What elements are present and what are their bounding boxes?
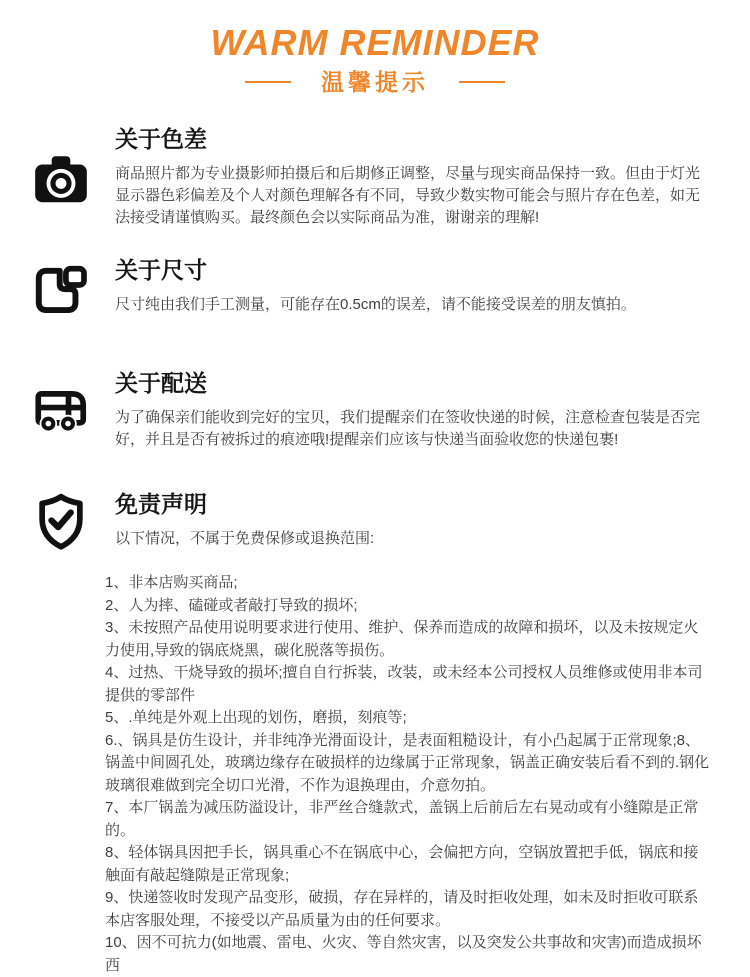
disclaimer-list <box>105 572 710 977</box>
section-delivery <box>0 370 750 451</box>
section-heading: 关于色差 <box>115 126 710 152</box>
disclaimer-item: 1、非本店购买商品; <box>105 572 710 595</box>
section-heading: 关于尺寸 <box>115 257 710 283</box>
section-body: 尺寸纯由我们手工测量，可能存在0.5cm的误差，请不能接受误差的朋友慎拍。 <box>115 294 710 316</box>
right-dash-divider <box>459 81 505 83</box>
disclaimer-item: 4、过热、干烧导致的损坏;擅自自行拆装，改装，或未经本公司授权人员维修或使用非本司提供的零部件 <box>105 662 710 707</box>
disclaimer-item: 5、.单纯是外观上出现的划伤，磨损，刻痕等; <box>105 707 710 730</box>
disclaimer-item: 9、快递签收时发现产品变形，破损，存在异样的，请及时拒收处理，如未及时拒收可联系本店客服处理，不接受以产品质量为由的任何要求。 <box>105 887 710 932</box>
truck-icon <box>30 382 92 444</box>
disclaimer-item: 6.、锅具是仿生设计，并非纯净光滑面设计，是表面粗糙设计，有小凸起属于正常现象;8、锅盖中间圆孔处，玻璃边缘存在破损样的边缘属于正常现象，锅盖正确安装后看不到的.钢化玻璃很难做到完全切口光滑，不作为退换理由，介意勿拍。 <box>105 730 710 798</box>
section-heading: 关于配送 <box>115 370 710 396</box>
disclaimer-item: 7、本厂锅盖为减压防溢设计，非严丝合缝款式，盖锅上后前后左右晃动或有小缝隙是正常的。 <box>105 797 710 842</box>
section-content <box>115 257 710 324</box>
disclaimer-item: 西 <box>105 955 710 977</box>
section-size <box>0 257 750 324</box>
disclaimer-item: 10、因不可抗力(如地震、雷电、火灾、等自然灾害，以及突发公共事故和灾害)而造成损坏 <box>105 932 710 955</box>
section-content <box>115 491 710 977</box>
section-disclaimer <box>0 491 750 977</box>
page-subtitle: 温馨提示 <box>321 70 429 94</box>
section-heading: 免责声明 <box>115 491 710 517</box>
section-content <box>115 126 710 229</box>
page-header <box>0 0 750 94</box>
disclaimer-item: 3、未按照产品使用说明要求进行使用、维护、保养而造成的故障和损坏，以及未按规定火力使用,导致的锅底烧黑，碳化脱落等损伤。 <box>105 617 710 662</box>
section-icon-column <box>30 126 115 229</box>
section-icon-column <box>30 491 115 977</box>
shield-check-icon <box>30 491 92 553</box>
disclaimer-item: 2、人为摔、磕碰或者敲打导致的损坏; <box>105 595 710 618</box>
disclaimer-item: 8、轻体锅具因把手长，锅具重心不在锅底中心，会偏把方向，空锅放置把手低，锅底和接触面有敲起缝隙是正常现象; <box>105 842 710 887</box>
section-color-difference <box>0 126 750 229</box>
page-title: WARM REMINDER <box>0 24 750 62</box>
section-body: 为了确保亲们能收到完好的宝贝，我们提醒亲们在签收快递的时候，注意检查包装是否完好，并且是否有被拆过的痕迹哦!提醒亲们应该与快递当面验收您的快递包裹! <box>115 407 710 451</box>
section-icon-column <box>30 370 115 451</box>
section-body: 商品照片都为专业摄影师拍摄后和后期修正调整，尽量与现实商品保持一致。但由于灯光显示器色彩偏差及个人对颜色理解各有不同，导致少数实物可能会与照片存在色差，如无法接受请谨慎购买。最终颜色会以实际商品为准，谢谢亲的理解! <box>115 163 710 229</box>
section-content <box>115 370 710 451</box>
page-subtitle-row <box>0 70 750 94</box>
camera-icon <box>30 148 92 210</box>
section-body: 以下情况，不属于免费保修或退换范围: <box>115 528 710 550</box>
size-icon <box>30 262 92 324</box>
section-icon-column <box>30 257 115 324</box>
left-dash-divider <box>245 81 291 83</box>
